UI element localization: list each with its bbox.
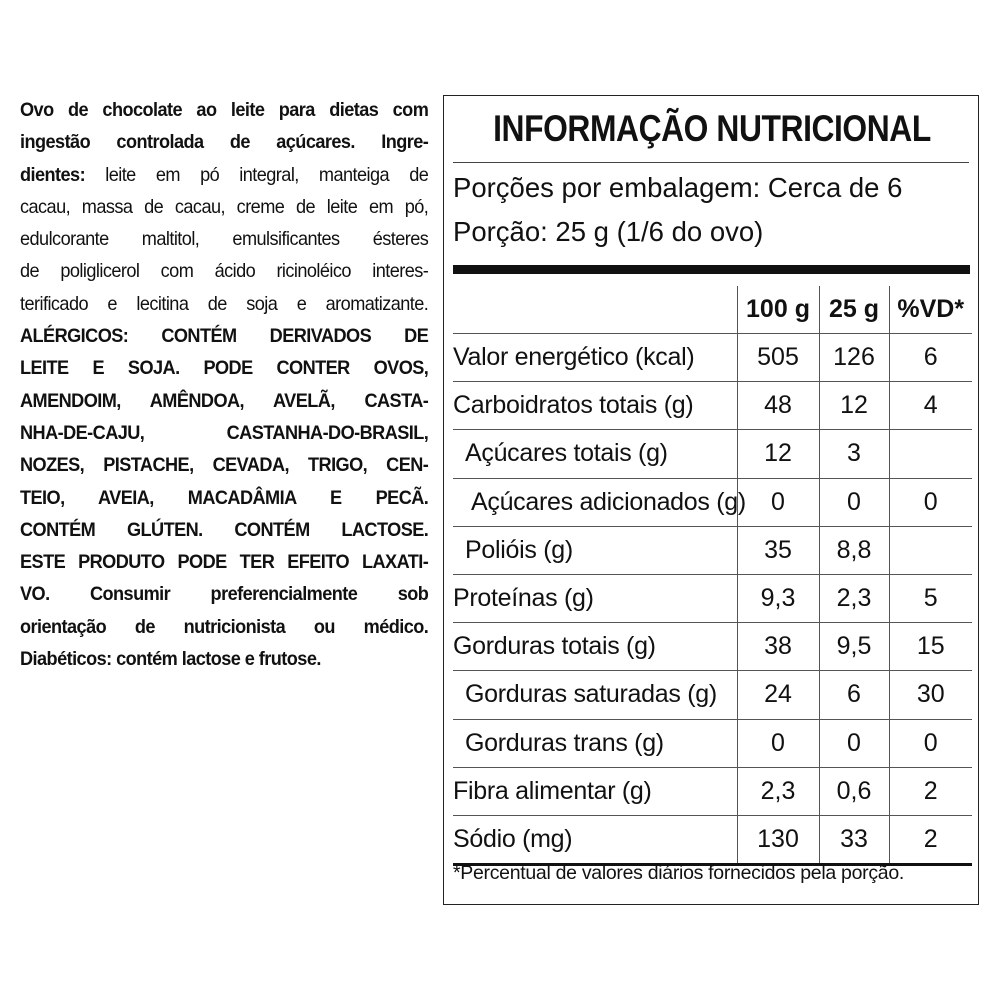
value-vd: 30 <box>889 671 972 719</box>
ingredients-text-run: leite em pó integral, manteiga de <box>85 163 429 186</box>
laxative-warning-line: ESTE PRODUTO PODE TER EFEITO LAXATI- <box>20 551 429 574</box>
table-row <box>453 815 972 864</box>
value-vd: 2 <box>889 815 972 864</box>
value-vd: 4 <box>889 382 972 430</box>
value-25g: 0,6 <box>819 767 889 815</box>
nutrient-label: Carboidratos totais (g) <box>453 382 737 430</box>
table-row <box>453 430 972 478</box>
allergens-line: LEITE E SOJA. PODE CONTER OVOS, <box>20 357 429 380</box>
advice-line: orientação de nutricionista ou médico. <box>20 615 429 638</box>
table-row <box>453 526 972 574</box>
ingredients-line: Ovo de chocolate ao leite para dietas com <box>20 99 429 121</box>
value-25g: 126 <box>819 334 889 382</box>
ingredients-line: cacau, massa de cacau, creme de leite em pó, <box>20 195 429 218</box>
table-row <box>453 574 972 622</box>
value-100g: 130 <box>737 815 819 864</box>
value-25g: 3 <box>819 430 889 478</box>
table-row <box>453 671 972 719</box>
thick-divider <box>453 265 970 274</box>
nutrient-label: Polióis (g) <box>453 526 737 574</box>
nutrition-table <box>453 286 972 866</box>
table-header-row <box>453 286 972 334</box>
nutrient-label: Valor energético (kcal) <box>453 334 737 382</box>
ingredients-line: de poliglicerol com ácido ricinoléico interes- <box>20 260 429 283</box>
value-25g: 2,3 <box>819 574 889 622</box>
value-vd: 5 <box>889 574 972 622</box>
header-25g: 25 g <box>819 286 889 334</box>
portion-size: Porção: 25 g (1/6 do ovo) <box>453 216 764 247</box>
table-row <box>453 719 972 767</box>
allergens-line: ALÉRGICOS: CONTÉM DERIVADOS DE <box>20 325 429 348</box>
value-vd: 0 <box>889 719 972 767</box>
value-25g: 12 <box>819 382 889 430</box>
table-row <box>453 767 972 815</box>
value-25g: 0 <box>819 478 889 526</box>
value-100g: 38 <box>737 623 819 671</box>
ingredients-line: edulcorante maltitol, emulsificantes ésteres <box>20 228 429 251</box>
value-25g: 8,8 <box>819 526 889 574</box>
nutrient-label: Gorduras trans (g) <box>453 719 737 767</box>
value-25g: 33 <box>819 815 889 864</box>
ingredients-text <box>20 94 428 675</box>
ingredients-line: ingestão controlada de açúcares. Ingre- <box>20 131 429 154</box>
value-100g: 48 <box>737 382 819 430</box>
nutrient-label: Sódio (mg) <box>453 815 737 864</box>
nutrient-label: Açúcares adicionados (g) <box>453 478 737 526</box>
value-vd: 6 <box>889 334 972 382</box>
nutrient-label: Açúcares totais (g) <box>453 430 737 478</box>
diabetics-line: Diabéticos: contém lactose e frutose. <box>20 648 321 671</box>
allergens-line: NHA-DE-CAJU, CASTANHA-DO-BRASIL, <box>20 421 429 444</box>
nutrient-label: Gorduras saturadas (g) <box>453 671 737 719</box>
header-100g: 100 g <box>737 286 819 334</box>
advice-line: VO. Consumir preferencialmente sob <box>20 583 429 606</box>
value-25g: 0 <box>819 719 889 767</box>
value-100g: 12 <box>737 430 819 478</box>
gluten-lactose-line: CONTÉM GLÚTEN. CONTÉM LACTOSE. <box>20 518 429 541</box>
nutrition-panel <box>443 95 979 905</box>
allergens-line: NOZES, PISTACHE, CEVADA, TRIGO, CEN- <box>20 454 429 477</box>
value-vd: 15 <box>889 623 972 671</box>
nutrition-title: INFORMAÇÃO NUTRICIONAL <box>493 108 931 149</box>
value-100g: 35 <box>737 526 819 574</box>
table-row <box>453 334 972 382</box>
value-100g: 24 <box>737 671 819 719</box>
value-vd: 0 <box>889 478 972 526</box>
nutrient-label: Gorduras totais (g) <box>453 623 737 671</box>
value-100g: 0 <box>737 478 819 526</box>
value-100g: 9,3 <box>737 574 819 622</box>
footnote: *Percentual de valores diários fornecidos pela porção. <box>453 862 904 884</box>
value-25g: 6 <box>819 671 889 719</box>
allergens-line: AMENDOIM, AMÊNDOA, AVELÃ, CASTA- <box>20 389 429 412</box>
value-25g: 9,5 <box>819 623 889 671</box>
ingredients-line <box>20 159 428 191</box>
portions-per-package: Porções por embalagem: Cerca de 6 <box>453 172 903 203</box>
header-blank <box>453 286 737 334</box>
value-vd <box>889 430 972 478</box>
value-100g: 0 <box>737 719 819 767</box>
table-row <box>453 382 972 430</box>
value-100g: 505 <box>737 334 819 382</box>
ingredients-label: dientes: <box>20 163 86 186</box>
header-vd: %VD* <box>889 286 972 334</box>
table-row <box>453 623 972 671</box>
ingredients-line: terificado e lecitina de soja e aromatizante. <box>20 292 429 315</box>
nutrient-label: Fibra alimentar (g) <box>453 767 737 815</box>
value-vd <box>889 526 972 574</box>
value-vd: 2 <box>889 767 972 815</box>
allergens-line: TEIO, AVEIA, MACADÂMIA E PECÃ. <box>20 486 429 509</box>
nutrient-label: Proteínas (g) <box>453 574 737 622</box>
table-row <box>453 478 972 526</box>
title-divider <box>453 162 969 163</box>
value-100g: 2,3 <box>737 767 819 815</box>
